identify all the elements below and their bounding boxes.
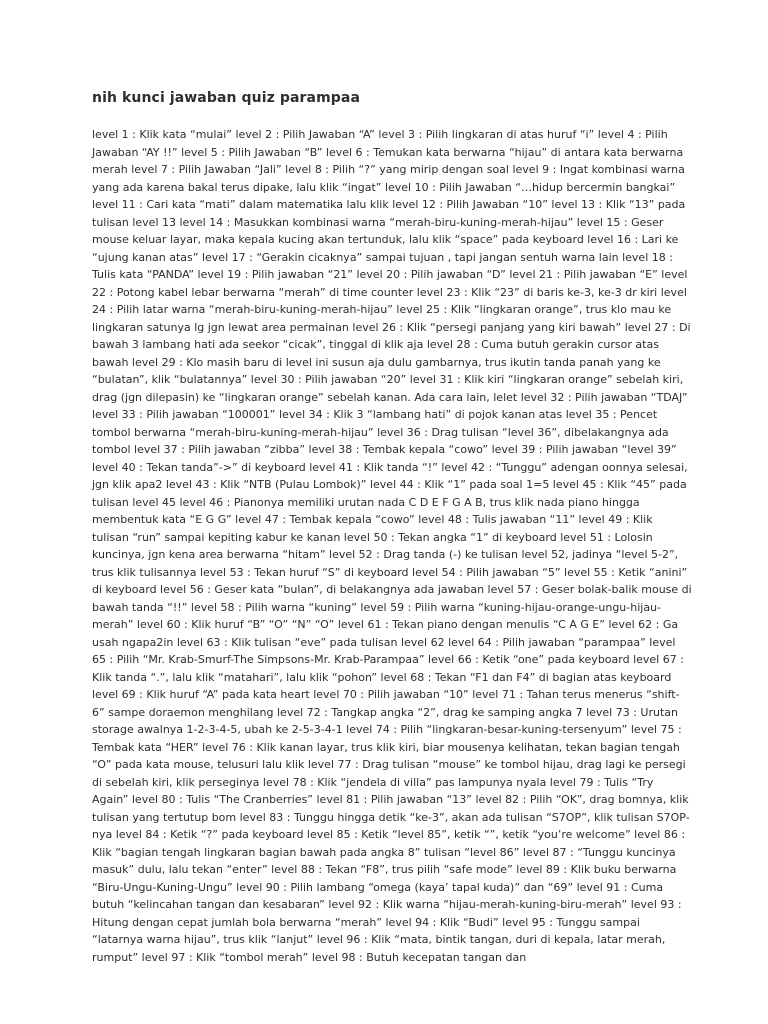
document-body-text: level 1 : Klik kata “mulai” level 2 : Pilih Jawaban “A” level 3 : Pilih lingkaran di atas huruf “i” level 4 : Pilih Jawaban “AY !!” level 5 : Pilih Jawaban “B” level 6 : Temukan kata berwarna “hijau” di antara kata berwarna merah level 7 : Pilih Jawaban “Jali” level 8 : Pilih “?” yang mirip dengan soal level 9 : Ingat kombinasi warna yang ada karena bakal terus dipake, lalu klik “ingat” level 10 : Pilih Jawaban “…hidup bercermin bangkai” level 11 : Cari kata “mati” dalam matematika lalu klik level 12 : Pilih Jawaban “10” level 13 : Klik “13” pada tulisan level 13 level 14 : Masukkan kombinasi warna “merah-biru-kuning-merah-hijau” level 15 : Geser mouse keluar layar, maka kepala kucing akan tertunduk, lalu klik “space” pada keyboard level 16 : Lari ke “ujung kanan atas” level 17 : “Gerakin cicaknya” sampai tujuan , tapi jangan sentuh warna lain level 18 : Tulis kata “PANDA” level 19 : Pilih jawaban “21” level 20 : Pilih jawaban “D” level 21 : Pilih jawaban “E” level 22 : Potong kabel lebar berwarna “merah” di time counter level 23 : Klik “23” di baris ke-3, ke-3 dr kiri level 24 : Pilih latar warna “merah-biru-kuning-merah-hijau” level 25 : Klik “lingkaran orange”, trus klo mau ke lingkaran satunya lg jgn lewat area permainan level 26 : Klik “persegi panjang yang kiri bawah” level 27 : Di bawah 3 lambang hati ada seekor “cicak”, tinggal di klik aja level 28 : Cuma butuh gerakin cursor atas bawah level 29 : Klo masih baru di level ini susun aja dulu gambarnya, trus ikutin tanda panah yang ke “bulatan”, klik “bulatannya” level 30 : Pilih jawaban “20” level 31 : Klik kiri “lingkaran orange” sebelah kiri, drag (jgn dilepasin) ke “lingkaran orange” sebelah kanan. Ada cara lain, lelet level 32 : Pilih jawaban “TDAJ” level 33 : Pilih jawaban “100001” level 34 : Klik 3 “lambang hati” di pojok kanan atas level 35 : Pencet tombol berwarna “merah-biru-kuning-merah-hijau” level 36 : Drag tulisan “level 36”, dibelakangnya ada tombol level 37 : Pilih jawaban “zibba” level 38 : Tembak kepala “cowo” level 39 : Pilih jawaban “level 39” level 40 : Tekan tanda”->” di keyboard level 41 : Klik tanda “!” level 42 : “Tunggu” adengan oonnya selesai, jgn klik apa2 level 43 : Klik “NTB (Pulau Lombok)” level 44 : Klik “1” pada soal 1=5 level 45 : Klik “45” pada tulisan level 45 level 46 : Pianonya memiliki urutan nada C D E F G A B, trus klik nada piano hingga membentuk kata “E G G” level 47 : Tembak kepala “cowo” level 48 : Tulis jawaban “11” level 49 : Klik tulisan “run” sampai kepiting kabur ke kanan level 50 : Tekan angka “1” di keyboard level 51 : Lolosin kuncinya, jgn kena area berwarna “hitam” level 52 : Drag tanda (-) ke tulisan level 52, jadinya “level 5-2”, trus klik tulisannya level 53 : Tekan huruf “S” di keyboard level 54 : Pilih jawaban “5” level 55 : Ketik “anini” di keyboard level 56 : Geser kata “bulan”, di belakangnya ada jawaban level 57 : Geser bolak-balik mouse di bawah tanda “!!” level 58 : Pilih warna “kuning” level 59 : Pilih warna “kuning-hijau-orange-ungu-hijau-merah” level 60 : Klik huruf “B” “O” “N” “O” level 61 : Tekan piano dengan menulis “C A G E” level 62 : Ga usah ngapa2in level 63 : Klik tulisan “eve” pada tulisan level 62 level 64 : Pilih jawaban “parampaa” level 65 : Pilih “Mr. Krab-Smurf-The Simpsons-Mr. Krab-Parampaa” level 66 : Ketik “one” pada keyboard level 67 : Klik tanda “.”, lalu klik “matahari”, lalu klik “pohon” level 68 : Tekan “F1 dan F4” di bagian atas keyboard level 69 : Klik huruf “A” pada kata heart level 70 : Pilih jawaban “10” level 71 : Tahan terus menerus “shift-6” sampe doraemon menghilang level 72 : Tangkap angka “2”, drag ke samping angka 7 level 73 : Urutan storage awalnya 1-2-3-4-5, ubah ke 2-5-3-4-1 level 74 : Pilih “lingkaran-besar-kuning-tersenyum” level 75 : Tembak kata “HER” level 76 : Klik kanan layar, trus klik kiri, biar mousenya kelihatan, tekan bagian tengah “O” pada kata mouse, telusuri lalu klik level 77 : Drag tulisan “mouse” ke tombol hijau, drag lagi ke persegi di sebelah kiri, klik perseginya level 78 : Klik “jendela di villa” pas lampunya nyala level 79 : Tulis “Try Again” level 80 : Tulis “The Cranberries” level 81 : Pilih jawaban “13” level 82 : Pilih “OK”, drag bomnya, klik tulisan yang tertutup bom level 83 : Tunggu hingga detik “ke-3”, akan ada tulisan “S7OP”, klik tulisan S7OP-nya level 84 : Ketik “?” pada keyboard level 85 : Ketik “level 85”, ketik “”, ketik “you’re welcome” level 86 : Klik “bagian tengah lingkaran bagian bawah pada angka 8” tulisan “level 86” level 87 : “Tunggu kuncinya masuk” dulu, lalu tekan “enter” level 88 : Tekan “F8”, trus pilih “safe mode” level 89 : Klik buku berwarna “Biru-Ungu-Kuning-Ungu” level 90 : Pilih lambang “omega (kaya’ tapal kuda)” dan “69” level 91 : Cuma butuh “kelincahan tangan dan kesabaran” level 92 : Klik warna “hijau-merah-kuning-biru-merah” level 93 : Hitung dengan cepat jumlah bola berwarna “merah” level 94 : Klik “Budi” level 95 : Tunggu sampai “latarnya warna hijau”, trus klik “lanjut” level 96 : Klik “mata, bintik tangan, duri di kepala, latar merah, rumput” level 97 : Klik “tombol merah” level 98 : Butuh kecepatan tangan dan — [92, 128, 692, 964]
document-title: nih kunci jawaban quiz parampaa — [92, 90, 360, 106]
